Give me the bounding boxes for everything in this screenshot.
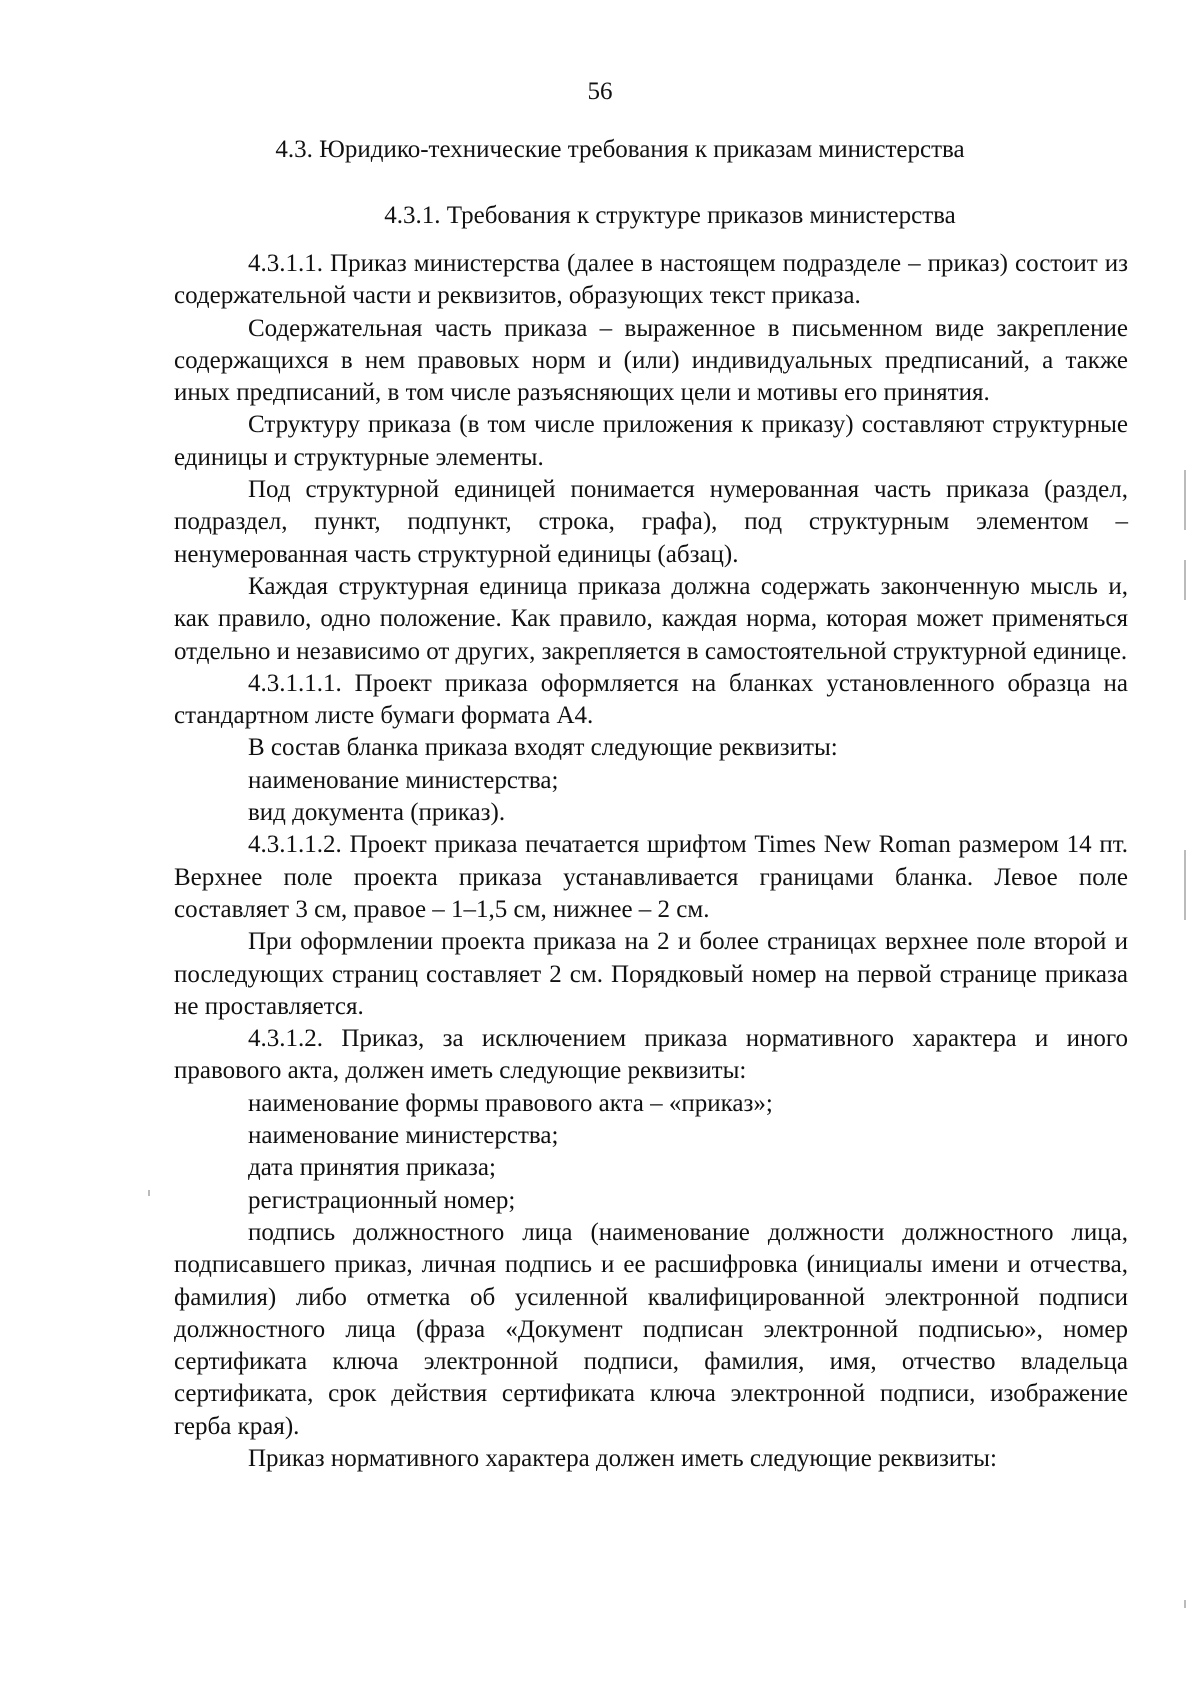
subsection-heading: 4.3.1. Требования к структуре приказов министерства: [384, 202, 956, 229]
paragraph-4-3-1-1-1: 4.3.1.1.1. Проект приказа оформляется на бланках установленного образца на стандартном листе бумаги формата А4.: [174, 669, 1128, 730]
list-item: наименование формы правового акта – «приказ»;: [248, 1089, 773, 1117]
section-heading: 4.3. Юридико-технические требования к приказам министерства: [275, 136, 965, 163]
body-text: [174, 248, 1128, 1475]
paragraph-content-part: Содержательная часть приказа – выраженное в письменном виде закрепление содержащихся в нем правовых норм и (или) индивидуальных предписаний, а также иных предписаний, в том числе разъясняющих цели и мотивы его принятия.: [174, 314, 1128, 407]
paragraph-4-3-1-2: 4.3.1.2. Приказ, за исключением приказа нормативного характера и иного правового акта, должен иметь следующие реквизиты:: [174, 1025, 1128, 1085]
paragraph-each-unit: Каждая структурная единица приказа должна содержать законченную мысль и, как правило, одно положение. Как правило, каждая норма, которая может применяться отдельно и независимо от других, закрепляется в самостоятельной структурной единице.: [174, 572, 1128, 665]
scan-artifact: [1184, 560, 1186, 600]
scan-artifact: [1184, 850, 1186, 920]
list-item: дата принятия приказа;: [248, 1154, 496, 1182]
scan-artifact: [1184, 1600, 1186, 1608]
list-item: наименование министерства;: [248, 1122, 559, 1150]
paragraph-structural-unit: Под структурной единицей понимается нумерованная часть приказа (раздел, подраздел, пункт, подпункт, строка, графа), под структурным элементом – ненумерованная часть структурной единицы (абзац).: [174, 476, 1128, 568]
paragraph-signature: подпись должностного лица (наименование должности должностного лица, подписавшего приказ, личная подпись и ее расшифровка (инициалы имени и отчества, фамилия) либо отметка об усиленной квалифицированной электронной подписи должностного лица (фраза «Документ подписан электронной подписью», номер сертификата ключа электронной подписи, фамилия, имя, отчество владельца сертификата, срок действия сертификата ключа электронной подписи, изображение герба края).: [174, 1218, 1128, 1440]
scan-artifact: [148, 1190, 150, 1196]
paragraph-multipage: При оформлении проекта приказа на 2 и более страницах верхнее поле второй и последующих страниц составляет 2 см. Порядковый номер на первой странице приказа не проставляется.: [174, 928, 1128, 1020]
paragraph-normative-requisites: Приказ нормативного характера должен иметь следующие реквизиты:: [248, 1444, 997, 1472]
paragraph-structure: Структуру приказа (в том числе приложения к приказу) составляют структурные единицы и структурные элементы.: [174, 411, 1128, 471]
paragraph-4-3-1-1: 4.3.1.1. Приказ министерства (далее в настоящем подразделе – приказ) состоит из содержательной части и реквизитов, образующих текст приказа.: [174, 250, 1128, 310]
scan-artifact: [1184, 470, 1186, 530]
list-item: регистрационный номер;: [248, 1186, 516, 1214]
paragraph-blank-requisites: В состав бланка приказа входят следующие реквизиты:: [248, 734, 838, 762]
list-item: наименование министерства;: [248, 766, 559, 794]
paragraph-4-3-1-1-2: 4.3.1.1.2. Проект приказа печатается шрифтом Times New Roman размером 14 пт. Верхнее поле проекта приказа устанавливается границами бланка. Левое поле составляет 3 см, правое – 1–1,5 см, нижнее – 2 см.: [174, 831, 1128, 923]
page-number: 56: [587, 78, 613, 105]
list-item: вид документа (приказ).: [248, 799, 506, 827]
